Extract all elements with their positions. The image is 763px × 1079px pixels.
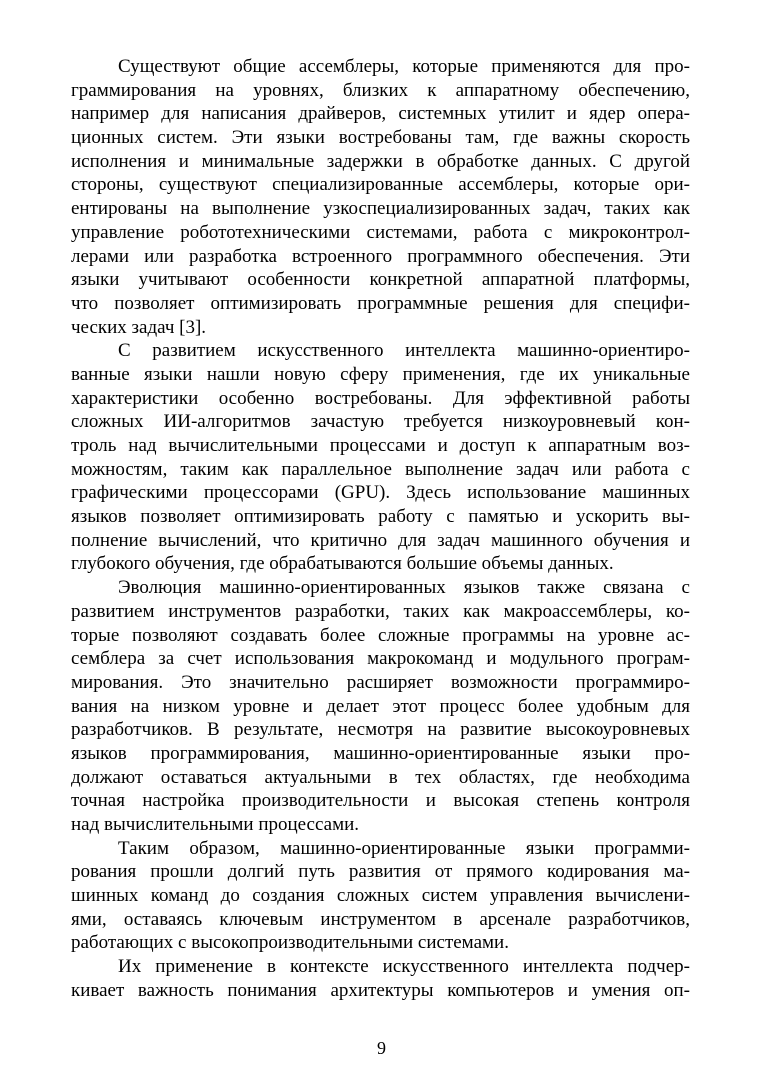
text-line: над вычислительными процессами. — [71, 814, 360, 835]
text-line: сложных ИИ-алгоритмов зачастую требуется низкоуровневый кон- — [71, 411, 690, 433]
text-line: Их применение в контексте искусственного интеллекта подчер- — [118, 956, 690, 978]
text-line: шинных команд до создания сложных систем управления вычислени- — [71, 885, 690, 907]
text-line: языков позволяет оптимизировать работу с памятью и ускорить вы- — [71, 506, 690, 528]
text-line: что позволяет оптимизировать программные решения для специфи- — [71, 292, 690, 314]
text-line: ческих задач [3]. — [71, 316, 207, 338]
text-line: исполнения и минимальные задержки в обработке данных. С другой — [71, 150, 690, 172]
text-line: например для написания драйверов, системных утилит и ядер опера- — [71, 103, 690, 125]
page-body — [71, 55, 690, 1003]
text-line: лерами или разработка встроенного программного обеспечения. Эти — [71, 245, 690, 267]
text-line: должают оставаться актуальными в тех областях, где необходима — [71, 766, 690, 788]
text-line: Эволюция машинно-ориентированных языков также связана с — [118, 577, 690, 599]
text-line: вания на низком уровне и делает этот процесс более удобным для — [71, 695, 690, 717]
text-line: Существуют общие ассемблеры, которые применяются для про- — [118, 56, 690, 77]
text-line: языки учитывают особенности конкретной аппаратной платформы, — [71, 269, 690, 291]
text-line: ями, оставаясь ключевым инструментом в арсенале разработчиков, — [71, 908, 690, 930]
text-line: рования прошли долгий путь развития от прямого кодирования ма- — [71, 861, 690, 883]
paragraph — [71, 576, 690, 837]
text-line: работающих с высокопроизводительными системами. — [71, 932, 509, 954]
text-line: точная настройка производительности и высокая степень контроля — [71, 790, 690, 812]
text-line: граммирования на уровнях, близких к аппаратному обеспечению, — [71, 79, 690, 101]
text-line: мирования. Это значительно расширяет возможности программиро- — [71, 671, 690, 693]
paragraph — [71, 837, 690, 955]
paragraph — [71, 339, 690, 576]
text-line: ционных систем. Эти языки востребованы там, где важны скорость — [71, 127, 690, 149]
text-line: семблера за счет использования макрокоманд и модульного програм- — [71, 648, 690, 670]
text-line: разработчиков. В результате, несмотря на развитие высокоуровневых — [71, 719, 690, 741]
text-line: полнение вычислений, что критично для задач машинного обучения и — [71, 529, 690, 551]
text-line: троль над вычислительными процессами и доступ к аппаратным воз- — [71, 435, 690, 456]
text-line: графическими процессорами (GPU). Здесь использование машинных — [71, 482, 690, 504]
text-line: ентированы на выполнение узкоспециализированных задач, таких как — [71, 198, 690, 220]
page-number: 9 — [377, 1038, 386, 1058]
text-line: управление робототехническими системами, работа с микроконтрол- — [71, 221, 690, 243]
text-line: ванные языки нашли новую сферу применения, где их уникальные — [71, 363, 690, 385]
text-line: Таким образом, машинно-ориентированные языки программи- — [118, 837, 690, 859]
text-line: С развитием искусственного интеллекта машинно-ориентиро- — [118, 340, 690, 362]
text-line: стороны, существуют специализированные ассемблеры, которые ори- — [71, 174, 690, 196]
text-line: кивает важность понимания архитектуры компьютеров и умения оп- — [71, 979, 690, 1001]
text-line: характеристики особенно востребованы. Для эффективной работы — [71, 387, 690, 409]
paragraph — [71, 55, 690, 339]
paragraph — [71, 955, 690, 1002]
text-line: торые позволяют создавать более сложные программы на уровне ас- — [71, 624, 690, 646]
text-line: глубокого обучения, где обрабатываются большие объемы данных. — [71, 553, 614, 575]
text-line: можностям, таким как параллельное выполнение задач или работа с — [71, 458, 690, 480]
text-line: языков программирования, машинно-ориентированные языки про- — [71, 742, 690, 764]
text-line: развитием инструментов разработки, таких как макроассемблеры, ко- — [71, 600, 690, 622]
